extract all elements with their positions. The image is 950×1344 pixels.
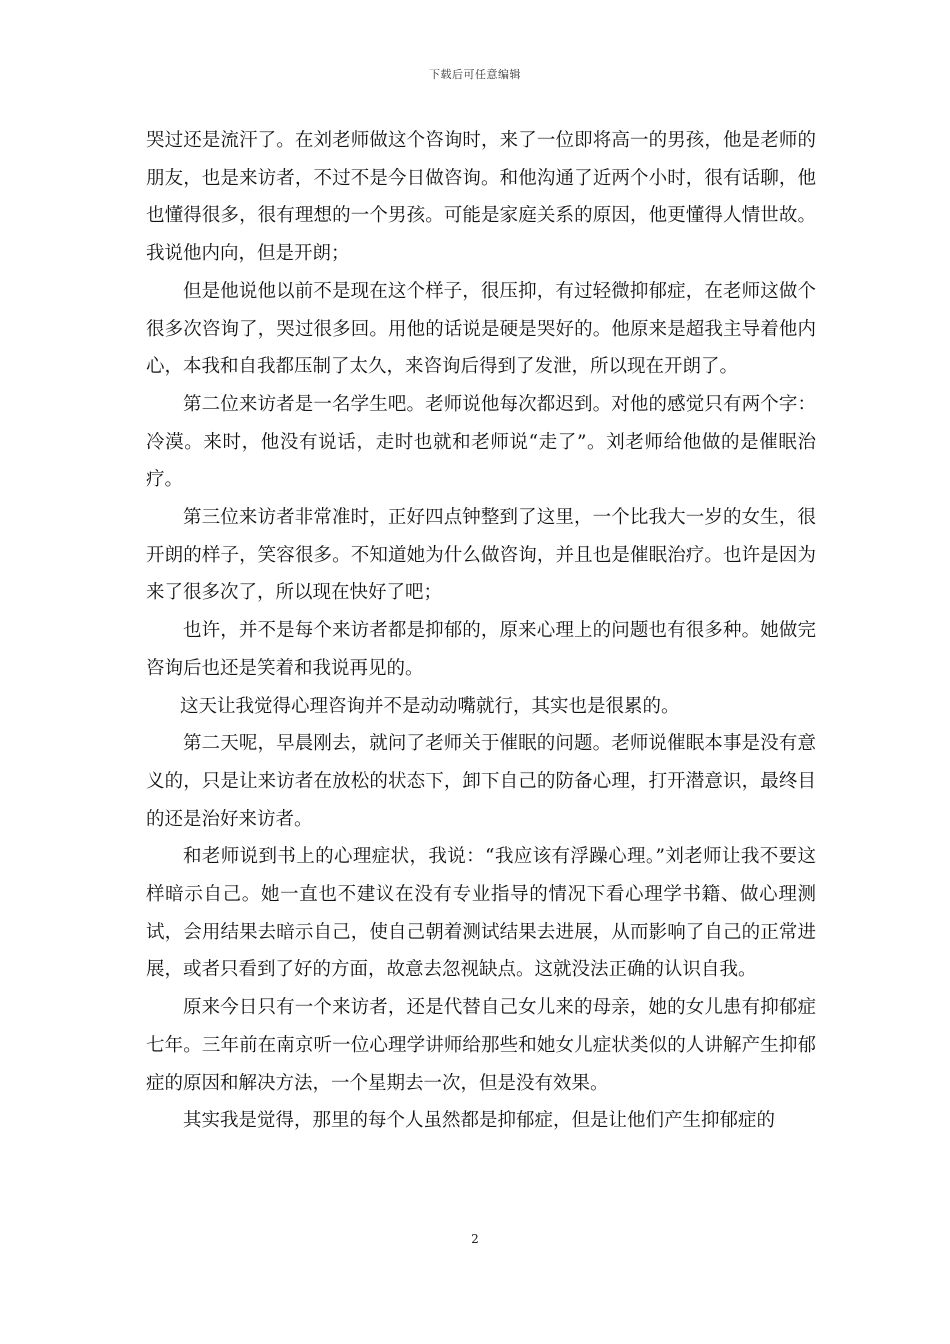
paragraph: 原来今日只有一个来访者，还是代替自己女儿来的母亲，她的女儿患有抑郁症七年。三年前在南京听一位心理学讲师给那些和她女儿症状类似的人讲解产生抑郁症的原因和解决方法，一个星期去一次，但是没有效果。 — [146, 997, 816, 1094]
paragraph: 也许，并不是每个来访者都是抑郁的，原来心理上的问题也有很多种。她做完咨询后也还是笑着和我说再见的。 — [146, 620, 816, 679]
page-header: 下载后可任意编辑 — [429, 68, 521, 81]
paragraph: 哭过还是流汗了。在刘老师做这个咨询时，来了一位即将高一的男孩，他是老师的朋友，也是来访者，不过不是今日做咨询。和他沟通了近两个小时，很有话聊，他也懂得很多，很有理想的一个男孩。可能是家庭关系的原因，他更懂得人情世故。我说他内向，但是开朗； — [146, 130, 816, 265]
paragraph: 第三位来访者非常准时，正好四点钟整到了这里，一个比我大一岁的女生，很开朗的样子，笑容很多。不知道她为什么做咨询，并且也是催眠治疗。也许是因为来了很多次了，所以现在快好了吧； — [146, 507, 816, 604]
paragraph: 和老师说到书上的心理症状，我说：“我应该有浮躁心理。”刘老师让我不要这样暗示自己。她一直也不建议在没有专业指导的情况下看心理学书籍、做心理测试，会用结果去暗示自己，使自己朝着测试结果去进展，从而影响了自己的正常进展，或者只看到了好的方面，故意去忽视缺点。这就没法正确的认识自我。 — [146, 846, 816, 981]
paragraph: 第二位来访者是一名学生吧。老师说他每次都迟到。对他的感觉只有两个字：冷漠。来时，他没有说话，走时也就和老师说“走了”。刘老师给他做的是催眠治疗。 — [146, 393, 816, 491]
paragraph: 第二天呢，早晨刚去，就问了老师关于催眠的问题。老师说催眠本事是没有意义的，只是让来访者在放松的状态下，卸下自己的防备心理，打开潜意识，最终目的还是治好来访者。 — [146, 733, 816, 830]
paragraph: 但是他说他以前不是现在这个样子，很压抑，有过轻微抑郁症，在老师这做个很多次咨询了，哭过很多回。用他的话说是硬是哭好的。他原来是超我主导着他内心，本我和自我都压制了太久，来咨询后得到了发泄，所以现在开朗了。 — [146, 280, 816, 378]
body-text — [146, 122, 816, 1140]
paragraph: 这天让我觉得心理咨询并不是动动嘴就行，其实也是很累的。 — [180, 695, 680, 717]
paragraph: 其实我是觉得，那里的每个人虽然都是抑郁症，但是让他们产生抑郁症的 — [183, 1110, 776, 1132]
page-number: 2 — [471, 1232, 479, 1246]
